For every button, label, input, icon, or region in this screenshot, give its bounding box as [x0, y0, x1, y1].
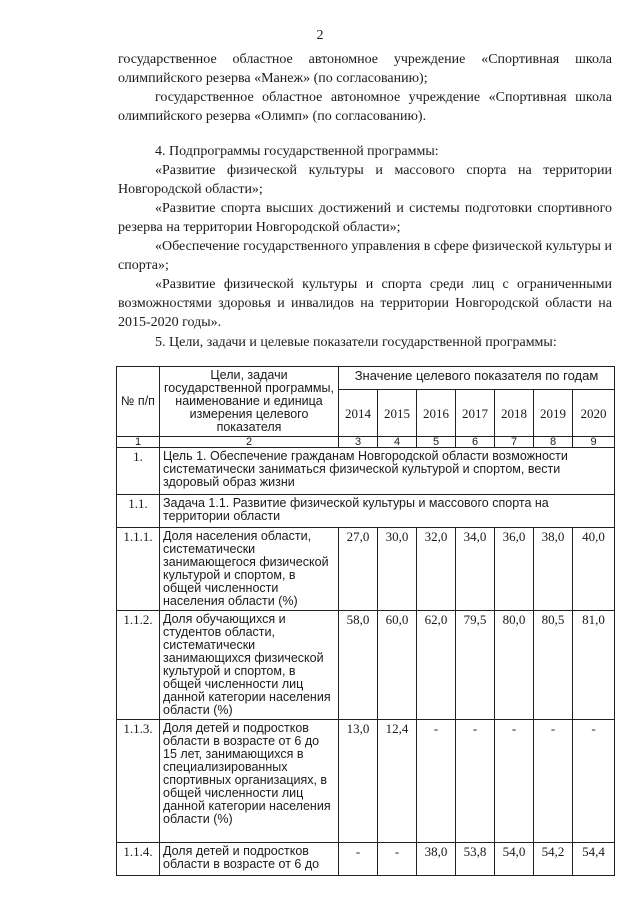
row-value: 30,0: [378, 528, 417, 611]
row-value: -: [534, 720, 573, 843]
row-value: 34,0: [456, 528, 495, 611]
row-value: 53,8: [456, 843, 495, 876]
header-year: 2015: [378, 390, 417, 437]
column-number: 1: [117, 437, 160, 448]
table-row: [117, 843, 615, 876]
paragraph-goals-heading: 5. Цели, задачи и целевые показатели государственной программы:: [155, 335, 557, 350]
column-number: 4: [378, 437, 417, 448]
row-value: 54,2: [534, 843, 573, 876]
header-year: 2018: [495, 390, 534, 437]
goal-num: 1.: [117, 448, 160, 495]
row-value: 80,5: [534, 611, 573, 720]
row-text: Доля детей и подростков области в возрасте от 6 до 15 лет, занимающихся в специализированных спортивных организациях, в общей численности лиц данной категории населения области (%): [160, 720, 339, 843]
paragraph-olimp-wrap: [118, 88, 612, 126]
header-year: 2020: [573, 390, 615, 437]
row-value: 62,0: [417, 611, 456, 720]
paragraph-subprogram-3: «Обеспечение государственного управления в сфере физической культуры и спорта»;: [118, 239, 612, 273]
paragraph-subprogram-4: «Развитие физической культуры и спорта среди лиц с ограниченными возможностями здоровья и инвалидов на территории Новгородской области на 2015-2020 годы».: [118, 277, 612, 330]
task-num: 1.1.: [117, 495, 160, 528]
paragraph-manezh: государственное областное автономное учреждение «Спортивная школа олимпийского резерва «Манеж» (по согласованию);: [118, 52, 612, 86]
row-num: 1.1.4.: [117, 843, 160, 876]
row-value: -: [378, 843, 417, 876]
row-value: 36,0: [495, 528, 534, 611]
goal-row: [117, 448, 615, 495]
table-row: [117, 611, 615, 720]
task-row: [117, 495, 615, 528]
header-year: 2019: [534, 390, 573, 437]
column-number: 7: [495, 437, 534, 448]
row-num: 1.1.3.: [117, 720, 160, 843]
row-value: -: [339, 843, 378, 876]
paragraph-subprogram-2: «Развитие спорта высших достижений и системы подготовки спортивного резерва на территории Новгородской области»;: [118, 201, 612, 235]
paragraph-subprogram-1: «Развитие физической культуры и массового спорта на территории Новгородской области»;: [118, 163, 612, 197]
row-value: 27,0: [339, 528, 378, 611]
row-text: Доля детей и подростков области в возрасте от 6 до: [160, 843, 339, 876]
column-number: 8: [534, 437, 573, 448]
row-value: 38,0: [534, 528, 573, 611]
header-num: № п/п: [117, 367, 160, 437]
column-number: 3: [339, 437, 378, 448]
row-value: 80,0: [495, 611, 534, 720]
row-value: 58,0: [339, 611, 378, 720]
row-value: -: [573, 720, 615, 843]
row-num: 1.1.1.: [117, 528, 160, 611]
row-value: 38,0: [417, 843, 456, 876]
row-value: 79,5: [456, 611, 495, 720]
row-text: Доля обучающихся и студентов области, систематически занимающихся физической культурой и спортом, в общей численности лиц данной категории населения области (%): [160, 611, 339, 720]
goals-table: [116, 366, 615, 876]
task-text: Задача 1.1. Развитие физической культуры и массового спорта на территории области: [160, 495, 615, 528]
row-num: 1.1.2.: [117, 611, 160, 720]
column-number-row: [117, 437, 615, 448]
row-value: -: [417, 720, 456, 843]
column-number: 2: [160, 437, 339, 448]
row-value: 81,0: [573, 611, 615, 720]
header-name: Цели, задачи государственной программы, наименование и единица измерения целевого показателя: [160, 367, 339, 437]
header-years-title: Значение целевого показателя по годам: [339, 367, 615, 390]
header-row-1: [117, 367, 615, 390]
header-year: 2016: [417, 390, 456, 437]
row-value: 54,4: [573, 843, 615, 876]
goal-text: Цель 1. Обеспечение гражданам Новгородской области возможности систематически заниматься физической культурой и спортом, вести здоровый образ жизни: [160, 448, 615, 495]
page-number: 2: [316, 28, 324, 43]
row-value: 32,0: [417, 528, 456, 611]
row-value: 54,0: [495, 843, 534, 876]
row-value: -: [456, 720, 495, 843]
row-text: Доля населения области, систематически занимающегося физической культурой и спортом, в общей численности населения области (%): [160, 528, 339, 611]
row-value: 60,0: [378, 611, 417, 720]
table-row: [117, 720, 615, 843]
header-year: 2014: [339, 390, 378, 437]
paragraph-subprograms-heading: 4. Подпрограммы государственной программы:: [155, 144, 439, 159]
paragraph-olimp: государственное областное автономное учреждение «Спортивная школа олимпийского резерва «Олимп» (по согласованию).: [118, 90, 612, 124]
row-value: -: [495, 720, 534, 843]
row-value: 40,0: [573, 528, 615, 611]
row-value: 12,4: [378, 720, 417, 843]
header-year: 2017: [456, 390, 495, 437]
row-value: 13,0: [339, 720, 378, 843]
table-row: [117, 528, 615, 611]
column-number: 5: [417, 437, 456, 448]
column-number: 9: [573, 437, 615, 448]
column-number: 6: [456, 437, 495, 448]
